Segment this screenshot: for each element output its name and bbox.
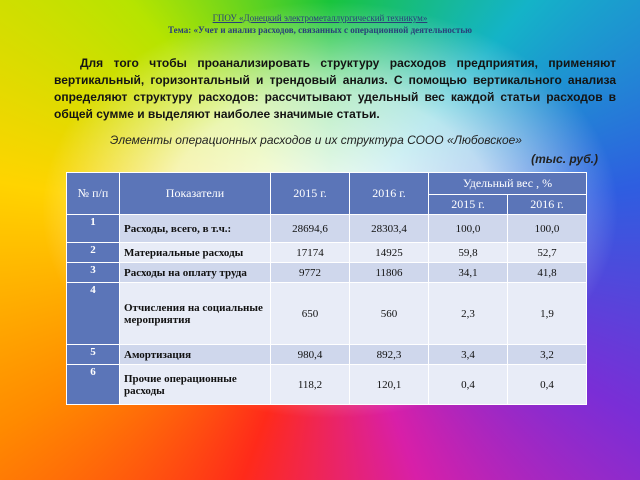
row-2015: 28694,6 (271, 215, 350, 243)
row-name: Материальные расходы (120, 243, 271, 263)
intro-paragraph: Для того чтобы проанализировать структуру расходов предприятия, применяют вертикальный, горизонтальный и трендовый анализ. С помощью вертикального анализа определяют структуру расходов: рассчитывают удельный вес каждой статьи расходов в общей сумме и выделяют наиболее значимые статьи. (54, 56, 616, 121)
row-num: 5 (67, 345, 120, 365)
row-2015: 650 (271, 283, 350, 345)
row-num: 3 (67, 263, 120, 283)
table-row (67, 243, 587, 263)
units-label: (тыс. руб.) (531, 152, 598, 166)
row-2015: 118,2 (271, 365, 350, 405)
row-2016: 14925 (350, 243, 429, 263)
table-row (67, 283, 587, 345)
header-share-2015: 2015 г. (429, 195, 508, 215)
row-share-2015: 59,8 (429, 243, 508, 263)
row-2016: 11806 (350, 263, 429, 283)
table-row (67, 365, 587, 405)
row-share-2016: 52,7 (508, 243, 587, 263)
row-num: 6 (67, 365, 120, 405)
table-row (67, 263, 587, 283)
row-share-2016: 41,8 (508, 263, 587, 283)
row-2016: 28303,4 (350, 215, 429, 243)
organization-name: ГПОУ «Донецкий электрометаллургический техникум» (212, 13, 428, 23)
table-caption: Элементы операционных расходов и их структура СООО «Любовское» (110, 133, 522, 147)
row-share-2015: 34,1 (429, 263, 508, 283)
topic-title: Тема: «Учет и анализ расходов, связанных с операционной деятельностью (168, 25, 472, 35)
row-share-2016: 3,2 (508, 345, 587, 365)
header-share-2016: 2016 г. (508, 195, 587, 215)
header-row (67, 173, 587, 195)
row-num: 4 (67, 283, 120, 345)
table-row (67, 345, 587, 365)
row-name: Отчисления на социальные мероприятия (120, 283, 271, 345)
row-name: Расходы на оплату труда (120, 263, 271, 283)
table-row (67, 215, 587, 243)
row-2016: 120,1 (350, 365, 429, 405)
row-2016: 892,3 (350, 345, 429, 365)
row-num: 2 (67, 243, 120, 263)
row-share-2015: 3,4 (429, 345, 508, 365)
row-2015: 980,4 (271, 345, 350, 365)
header-2015: 2015 г. (271, 173, 350, 215)
row-name: Прочие операционные расходы (120, 365, 271, 405)
expenses-table (66, 172, 587, 405)
row-name: Расходы, всего, в т.ч.: (120, 215, 271, 243)
row-2015: 17174 (271, 243, 350, 263)
row-share-2015: 0,4 (429, 365, 508, 405)
row-2015: 9772 (271, 263, 350, 283)
header-num: № п/п (67, 173, 120, 215)
row-2016: 560 (350, 283, 429, 345)
row-share-2015: 100,0 (429, 215, 508, 243)
header-2016: 2016 г. (350, 173, 429, 215)
header-share: Удельный вес , % (429, 173, 587, 195)
row-share-2016: 1,9 (508, 283, 587, 345)
row-num: 1 (67, 215, 120, 243)
row-name: Амортизация (120, 345, 271, 365)
slide-header (0, 12, 640, 36)
header-indicator: Показатели (120, 173, 271, 215)
row-share-2016: 100,0 (508, 215, 587, 243)
row-share-2016: 0,4 (508, 365, 587, 405)
row-share-2015: 2,3 (429, 283, 508, 345)
